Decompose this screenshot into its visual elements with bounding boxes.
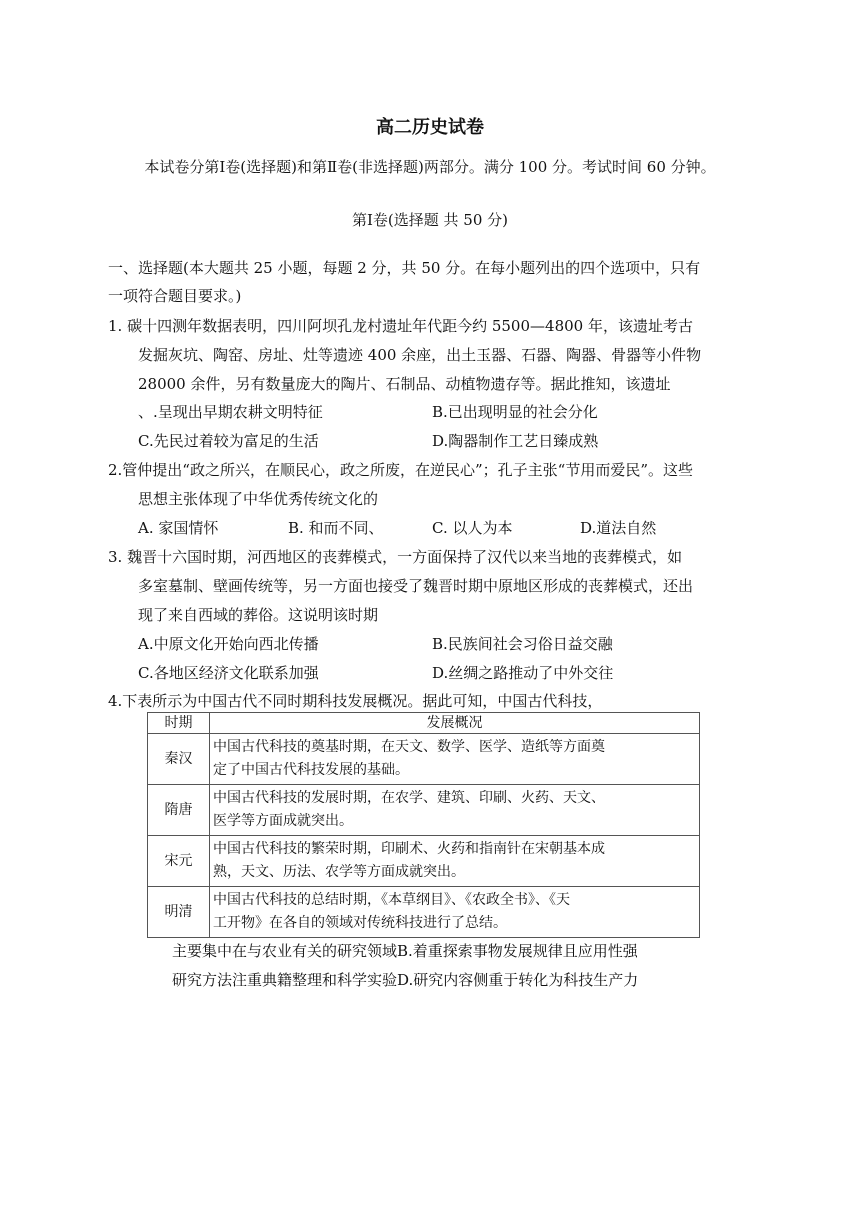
desc-line: 中国古代科技的总结时期，《本草纲目》、《农政全书》、《天 — [213, 892, 570, 908]
q2-option-c[interactable]: C. 以人为本 — [432, 519, 513, 537]
tech-development-table — [147, 712, 700, 938]
q3-option-d[interactable]: D.丝绸之路推动了中外交往 — [432, 664, 614, 682]
q3-line-3: 现了来自西域的葬俗。这说明该时期 — [138, 606, 379, 624]
q1-line-1: 1. 碳十四测年数据表明，四川阿坝孔龙村遗址年代距今约 5500—4800 年，该遗址考古 — [108, 317, 693, 335]
q1-option-b[interactable]: B.已出现明显的社会分化 — [432, 403, 598, 421]
desc-line: 中国古代科技的繁荣时期，印刷术、火药和指南针在宋朝基本成 — [213, 841, 605, 857]
table-cell-desc — [210, 836, 700, 887]
q2-line-2: 思想主张体现了中华优秀传统文化的 — [138, 490, 379, 508]
q4-options-line-1[interactable]: 主要集中在与农业有关的研究领域B.着重探索事物发展规律且应用性强 — [172, 942, 638, 960]
q1-line-2: 发掘灰坑、陶窑、房址、灶等遗迹 400 余座，出土玉器、石器、陶器、骨器等小件物 — [138, 346, 702, 364]
table-row — [148, 785, 700, 836]
q4-line-1: 4.下表所示为中国古代不同时期科技发展概况。据此可知，中国古代科技， — [108, 692, 603, 710]
q3-option-a[interactable]: A.中原文化开始向西北传播 — [138, 635, 319, 653]
q1-line-3: 28000 余件，另有数量庞大的陶片、石制品、动植物遗存等。据此推知，该遗址 — [138, 375, 671, 393]
table-header-row — [148, 713, 700, 734]
q3-line-1: 3. 魏晋十六国时期，河西地区的丧葬模式，一方面保持了汉代以来当地的丧葬模式，如 — [108, 548, 683, 566]
desc-line: 工开物》在各自的领域对传统科技进行了总结。 — [213, 915, 507, 931]
desc-line: 熟，天文、历法、农学等方面成就突出。 — [213, 864, 465, 880]
table-cell-era: 秦汉 — [148, 734, 210, 785]
exam-title: 高二历史试卷 — [376, 117, 484, 138]
table-cell-era: 宋元 — [148, 836, 210, 887]
table-cell-era: 隋唐 — [148, 785, 210, 836]
q1-option-a[interactable]: 、.呈现出早期农耕文明特征 — [138, 403, 323, 421]
q2-option-d[interactable]: D.道法自然 — [580, 519, 657, 537]
table-cell-desc — [210, 887, 700, 938]
table-row — [148, 836, 700, 887]
q2-line-1: 2.管仲提出“政之所兴，在顺民心，政之所废，在逆民心”；孔子主张“节用而爱民”。这些 — [108, 461, 693, 479]
part1-heading: 第Ⅰ卷(选择题 共 50 分) — [351, 211, 509, 229]
table-cell-desc — [210, 785, 700, 836]
q3-option-c[interactable]: C.各地区经济文化联系加强 — [138, 664, 319, 682]
q3-option-b[interactable]: B.民族间社会习俗日益交融 — [432, 635, 613, 653]
section-instructions-line-1: 一、选择题(本大题共 25 小题，每题 2 分，共 50 分。在每小题列出的四个选项中，只有 — [108, 259, 701, 277]
table-row — [148, 887, 700, 938]
desc-line: 中国古代科技的发展时期，在农学、建筑、印刷、火药、天文、 — [213, 790, 605, 806]
desc-line: 定了中国古代科技发展的基础。 — [213, 762, 409, 778]
q2-option-b[interactable]: B. 和而不同、 — [288, 519, 384, 537]
q3-line-2: 多室墓制、壁画传统等，另一方面也接受了魏晋时期中原地区形成的丧葬模式，还出 — [138, 577, 694, 595]
table-cell-desc — [210, 734, 700, 785]
exam-intro: 本试卷分第Ⅰ卷(选择题)和第Ⅱ卷(非选择题)两部分。满分 100 分。考试时间 60 分钟。 — [144, 158, 716, 176]
section-instructions-line-2: 一项符合题目要求。) — [108, 287, 242, 305]
q1-option-d[interactable]: D.陶器制作工艺日臻成熟 — [432, 432, 599, 450]
q2-option-a[interactable]: A. 家国情怀 — [138, 519, 219, 537]
q1-option-c[interactable]: C.先民过着较为富足的生活 — [138, 432, 319, 450]
table-cell-era: 明清 — [148, 887, 210, 938]
table-header-overview: 发展概况 — [210, 713, 700, 734]
table-header-period: 时期 — [148, 713, 210, 734]
table-row — [148, 734, 700, 785]
desc-line: 中国古代科技的奠基时期，在天文、数学、医学、造纸等方面奠 — [213, 739, 605, 755]
desc-line: 医学等方面成就突出。 — [213, 813, 353, 829]
q4-options-line-2[interactable]: 研究方法注重典籍整理和科学实验D.研究内容侧重于转化为科技生产力 — [172, 971, 639, 989]
